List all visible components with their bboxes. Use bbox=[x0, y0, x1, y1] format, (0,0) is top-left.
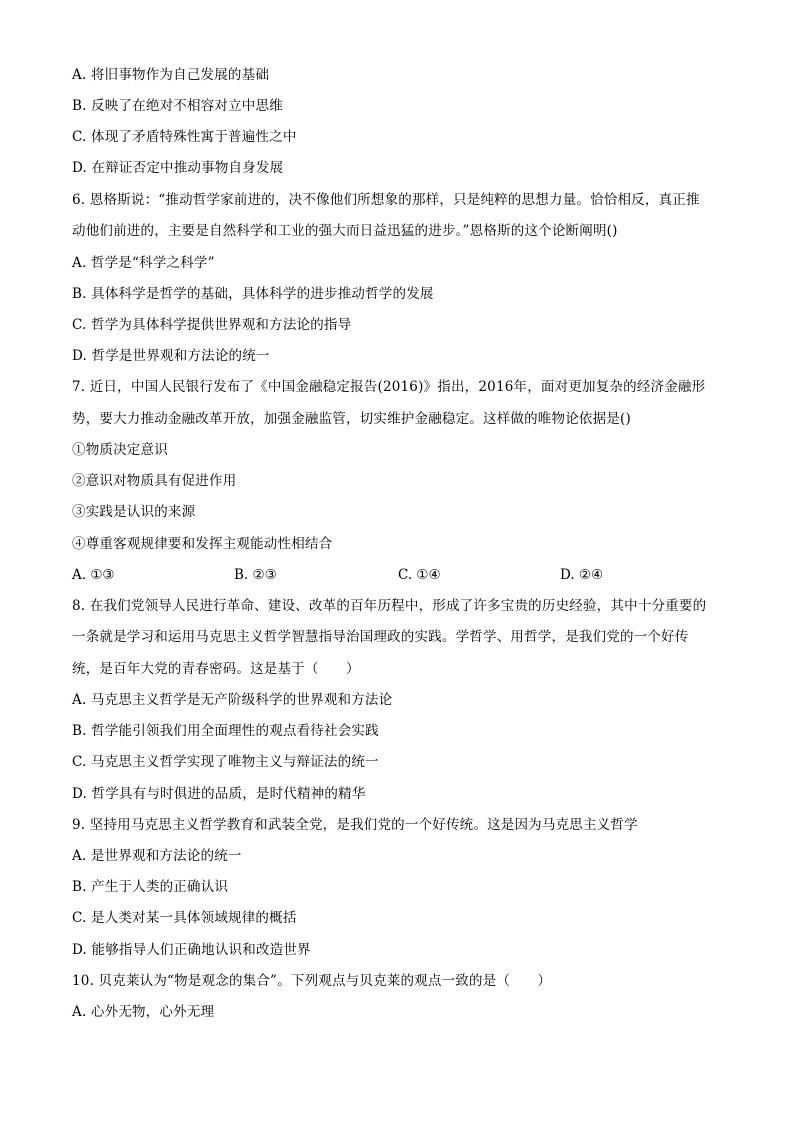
q7-option-d: D. ②④ bbox=[560, 567, 604, 583]
q7-stem-line-2: 势，要大力推动金融改革开放，加强金融监管，切实维护金融稳定。这样做的唯物论依据是() bbox=[72, 411, 631, 427]
q7-stem-line-1: 7. 近日，中国人民银行发布了《中国金融稳定报告(2016)》指出，2016年，面对更加复杂的经济金融形 bbox=[72, 379, 706, 395]
q9-option-b: B. 产生于人类的正确认识 bbox=[72, 879, 229, 895]
q6-option-d: D. 哲学是世界观和方法论的统一 bbox=[72, 348, 270, 364]
q8-option-b: B. 哲学能引领我们用全面理性的观点看待社会实践 bbox=[72, 723, 379, 739]
q8-option-d: D. 哲学具有与时俱进的品质，是时代精神的精华 bbox=[72, 786, 366, 802]
q5-option-c: C. 体现了矛盾特殊性寓于普遍性之中 bbox=[72, 129, 297, 145]
q6-stem-line-1: 6. 恩格斯说：“推动哲学家前进的，决不像他们所想象的那样，只是纯粹的思想力量。恰恰相反，真正推 bbox=[72, 192, 700, 208]
q7-statement-2: ②意识对物质具有促进作用 bbox=[72, 473, 237, 489]
q9-option-c: C. 是人类对某一具体领域规律的概括 bbox=[72, 910, 297, 926]
q9-stem: 9. 坚持用马克思主义哲学教育和武装全党，是我们党的一个好传统。这是因为马克思主义哲学 bbox=[72, 817, 638, 833]
q7-statement-1: ①物质决定意识 bbox=[72, 442, 168, 458]
q7-option-c: C. ①④ bbox=[398, 567, 441, 583]
q6-option-c: C. 哲学为具体科学提供世界观和方法论的指导 bbox=[72, 317, 352, 333]
q10-option-a: A. 心外无物，心外无理 bbox=[72, 1004, 215, 1020]
q10-stem: 10. 贝克莱认为“物是观念的集合”。下列观点与贝克莱的观点一致的是（ ） bbox=[72, 973, 552, 989]
q9-option-a: A. 是世界观和方法论的统一 bbox=[72, 848, 242, 864]
q8-stem-line-1: 8. 在我们党领导人民进行革命、建设、改革的百年历程中，形成了许多宝贵的历史经验，其中十分重要的 bbox=[72, 598, 707, 614]
q8-option-c: C. 马克思主义哲学实现了唯物主义与辩证法的统一 bbox=[72, 754, 379, 770]
q7-option-a: A. ①③ bbox=[72, 567, 115, 583]
q5-option-a: A. 将旧事物作为自己发展的基础 bbox=[72, 67, 270, 83]
q5-option-b: B. 反映了在绝对不相容对立中思维 bbox=[72, 98, 283, 114]
q9-option-d: D. 能够指导人们正确地认识和改造世界 bbox=[72, 942, 311, 958]
q8-stem-line-3: 统，是百年大党的青春密码。这是基于（ ） bbox=[72, 661, 360, 677]
q5-option-d: D. 在辩证否定中推动事物自身发展 bbox=[72, 160, 284, 176]
q8-option-a: A. 马克思主义哲学是无产阶级科学的世界观和方法论 bbox=[72, 692, 393, 708]
q7-options-row bbox=[72, 565, 734, 585]
q6-option-b: B. 具体科学是哲学的基础，具体科学的进步推动哲学的发展 bbox=[72, 286, 434, 302]
q7-statement-3: ③实践是认识的来源 bbox=[72, 504, 196, 520]
q7-statement-4: ④尊重客观规律要和发挥主观能动性相结合 bbox=[72, 536, 333, 552]
q7-option-b: B. ②③ bbox=[234, 567, 277, 583]
q6-option-a: A. 哲学是“科学之科学” bbox=[72, 255, 215, 271]
q8-stem-line-2: 一条就是学习和运用马克思主义哲学智慧指导治国理政的实践。学哲学、用哲学，是我们党的一个好传 bbox=[72, 629, 689, 645]
q6-stem-line-2: 动他们前进的，主要是自然科学和工业的强大而日益迅猛的进步。”恩格斯的这个论断阐明() bbox=[72, 223, 618, 239]
